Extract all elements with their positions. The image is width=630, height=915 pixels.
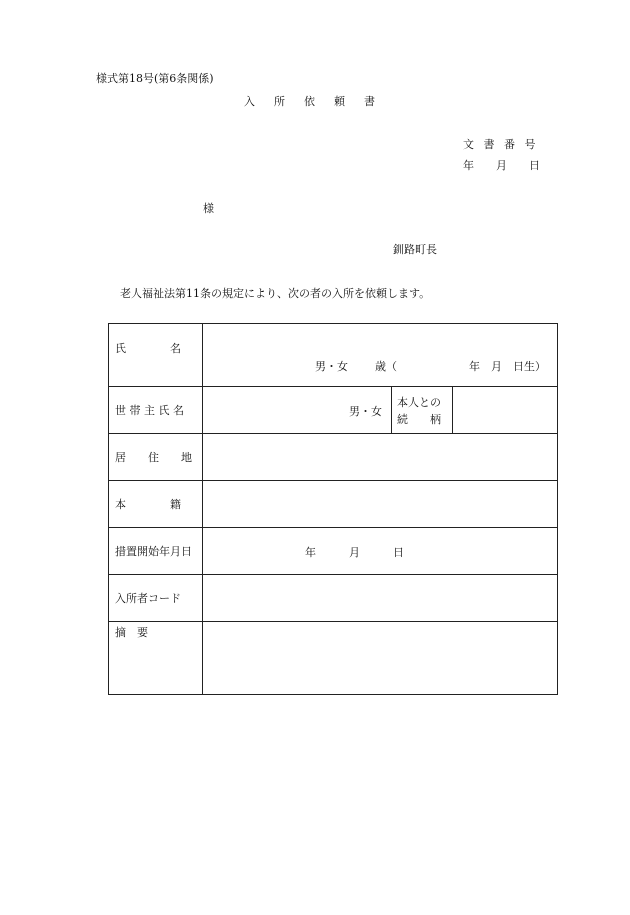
value-code xyxy=(203,575,558,622)
relation-line1: 本人との xyxy=(397,396,441,409)
value-head xyxy=(203,387,558,434)
document-number-label: 文 書 番 号 xyxy=(463,138,539,151)
name-age: 歳（ xyxy=(375,360,397,373)
request-table xyxy=(108,323,558,695)
table-row-address xyxy=(109,434,558,481)
addressee-suffix: 様 xyxy=(203,202,214,215)
table-row-head xyxy=(109,387,558,434)
value-address xyxy=(203,434,558,481)
table-row-domicile xyxy=(109,481,558,528)
label-address: 居 住 地 xyxy=(109,434,203,481)
body-text: 老人福祉法第11条の規定により、次の者の入所を依頼します。 xyxy=(120,287,431,300)
label-domicile: 本 籍 xyxy=(109,481,203,528)
start-date: 年 月 日 xyxy=(305,546,404,559)
relation-line2: 続 柄 xyxy=(397,413,441,426)
head-sex: 男・女 xyxy=(349,405,382,418)
label-code: 入所者コード xyxy=(109,575,203,622)
value-summary xyxy=(203,622,558,695)
date-label: 年 月 日 xyxy=(463,159,540,172)
value-name xyxy=(203,324,558,387)
table-row-summary xyxy=(109,622,558,695)
label-name: 氏 名 xyxy=(109,324,203,387)
label-head: 世 帯 主 氏 名 xyxy=(109,387,203,434)
form-number: 様式第18号(第6条関係) xyxy=(96,72,214,85)
table-row-code xyxy=(109,575,558,622)
name-sex: 男・女 xyxy=(315,360,348,373)
table-row-start-date xyxy=(109,528,558,575)
table-row-name xyxy=(109,324,558,387)
value-domicile xyxy=(203,481,558,528)
name-dob: 年 月 日生） xyxy=(469,360,546,373)
document-title: 入 所 依 頼 書 xyxy=(244,95,379,108)
value-start-date xyxy=(203,528,558,575)
relation-box xyxy=(391,387,453,433)
sender-name: 釧路町長 xyxy=(393,243,437,256)
label-start-date: 措置開始年月日 xyxy=(109,528,203,575)
label-summary: 摘 要 xyxy=(109,622,203,695)
